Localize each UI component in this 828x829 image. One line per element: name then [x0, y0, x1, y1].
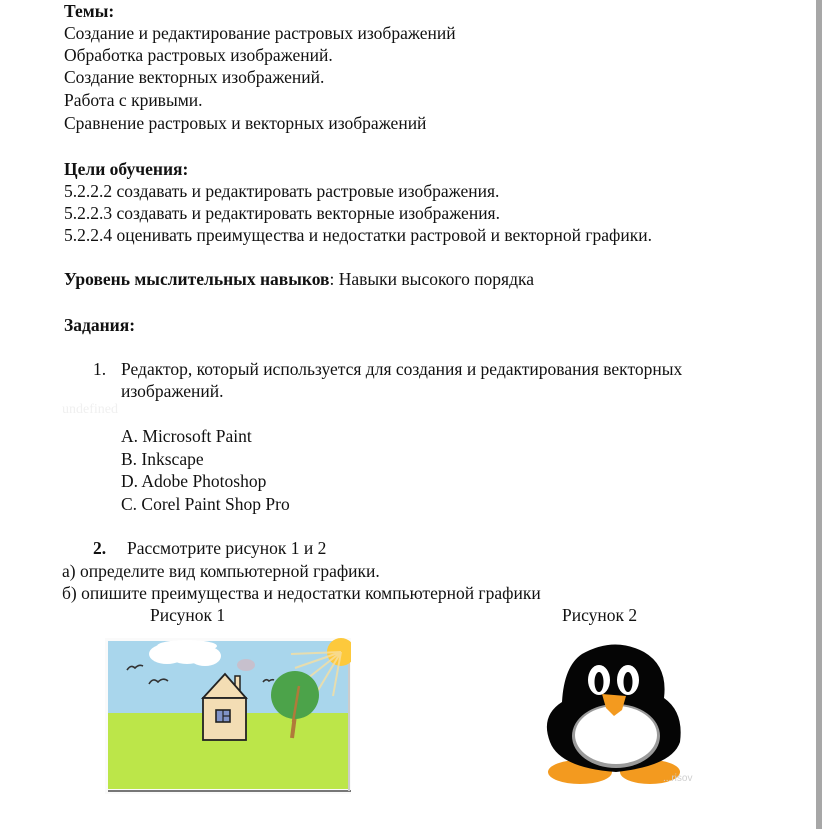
- skills-line: [64, 268, 534, 290]
- topic-item: Обработка растровых изображений.: [64, 45, 333, 65]
- goal-item: 5.2.2.3 создавать и редактировать векторные изображения.: [64, 203, 500, 223]
- belly: [575, 706, 657, 764]
- topic-item: Создание и редактирование растровых изображений: [64, 23, 456, 43]
- task2-sub-a: а) определите вид компьютерной графики.: [62, 561, 380, 581]
- answer-option: C. Corel Paint Shop Pro: [121, 494, 290, 514]
- topic-item: Сравнение растровых и векторных изображений: [64, 113, 427, 133]
- topic-item: Создание векторных изображений.: [64, 67, 325, 87]
- watermark-text: undefined: [62, 402, 118, 417]
- tasks-heading: Задания:: [64, 315, 136, 335]
- task1-number: 1.: [93, 359, 107, 379]
- answer-option: A. Microsoft Paint: [121, 426, 252, 446]
- task1-text-line1: Редактор, который используется для создания и редактирования векторных: [121, 359, 683, 379]
- topic-item: Работа с кривыми.: [64, 90, 203, 110]
- skills-label: Уровень мыслительных навыков: [64, 269, 330, 289]
- goal-item: 5.2.2.4 оценивать преимущества и недостатки растровой и векторной графики.: [64, 225, 653, 245]
- task2-sub-b: б) опишите преимущества и недостатки компьютерной графики: [62, 583, 541, 603]
- cloud-icon: [149, 640, 221, 666]
- answer-option: D. Adobe Photoshop: [121, 471, 267, 491]
- task2-text: Рассмотрите рисунок 1 и 2: [127, 538, 327, 558]
- figure2-watermark: ...risov: [663, 773, 693, 784]
- goals-heading: Цели обучения:: [64, 159, 189, 179]
- skills-value: : Навыки высокого порядка: [329, 269, 535, 289]
- figure2-caption: Рисунок 2: [562, 605, 638, 625]
- figure1-raster-image: [105, 638, 351, 794]
- task1-text-line2: изображений.: [121, 381, 224, 401]
- topics-heading: Темы:: [64, 1, 115, 21]
- task2-number: 2.: [93, 538, 107, 558]
- answer-option: B. Inkscape: [121, 449, 204, 469]
- smoke: [237, 659, 255, 671]
- page-edge-scrollbar: [816, 0, 822, 829]
- figure1-caption: Рисунок 1: [150, 605, 226, 625]
- goal-item: 5.2.2.2 создавать и редактировать растровые изображения.: [64, 181, 500, 201]
- figure2-vector-penguin: [532, 636, 712, 796]
- penguin-icon: [547, 644, 681, 784]
